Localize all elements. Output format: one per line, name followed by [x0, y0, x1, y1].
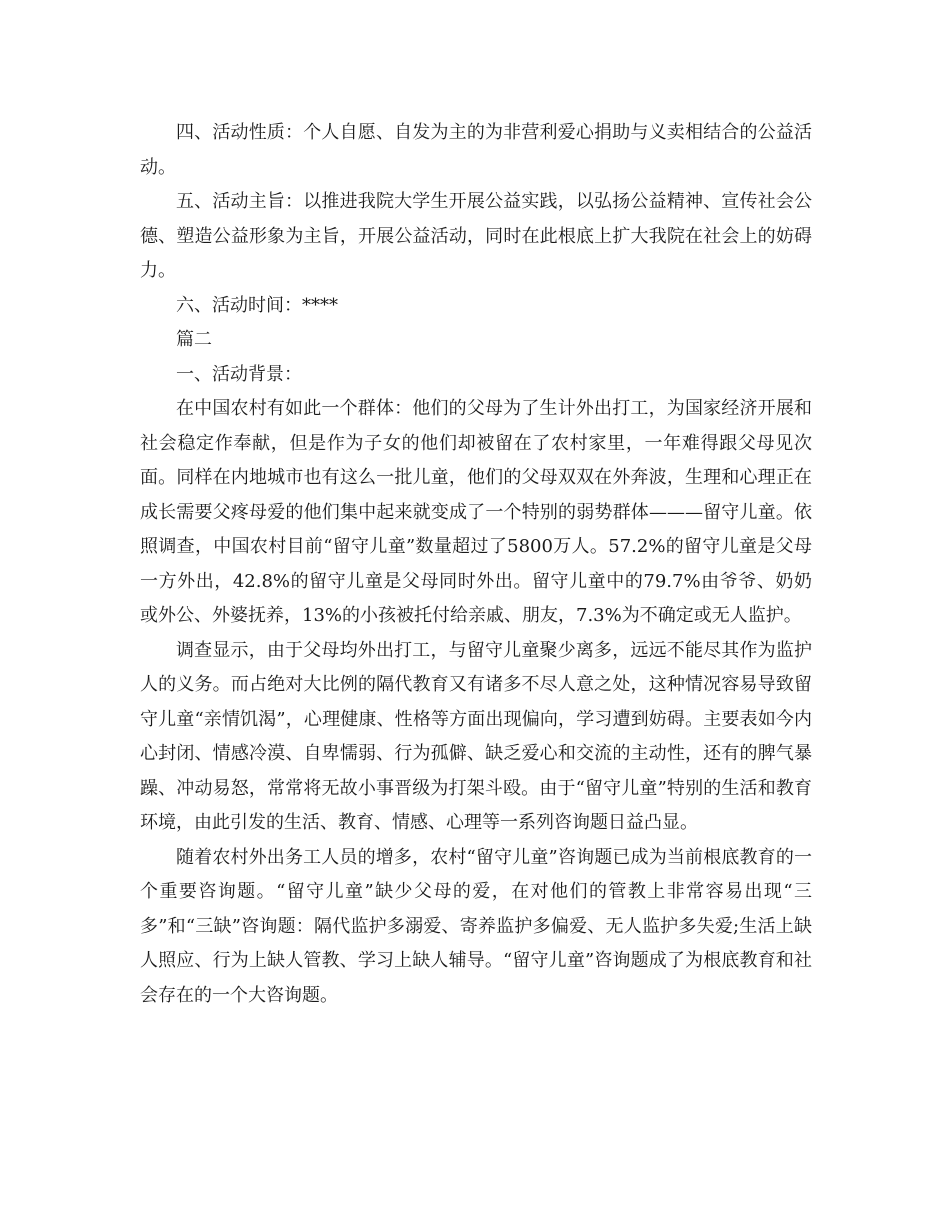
section-heading-part-two: 篇二 [176, 329, 212, 350]
paragraph-background-intro: 在中国农村有如此一个群体：他们的父母为了生计外出打工，为国家经济开展和社会稳定作奉献，但是作为子女的他们却被留在了农村家里，一年难得跟父母见次面。同样在内地城市也有这么一批儿童，他们的父母双双在外奔波，生理和心理正在成长需要父疼母爱的他们集中起来就变成了一个特别的弱势群体———留守儿童。依照调查，中国农村目前“留守儿童”数量超过了5800万人。57.2%的留守儿童是父母一方外出，42.8%的留守儿童是父母同时外出。留守儿童中的79.7%由爷爷、奶奶或外公、外婆抚养，13%的小孩被托付给亲戚、朋友，7.3%为不确定或无人监护。 [140, 398, 812, 626]
paragraph-education-issue: 随着农村外出务工人员的增多，农村“留守儿童”咨询题已成为当前根底教育的一个重要咨询题。“留守儿童”缺少父母的爱，在对他们的管教上非常容易出现“三多”和“三缺”咨询题：隔代监护多溺爱、寄养监护多偏爱、无人监护多失爱;生活上缺人照应、行为上缺人管教、学习上缺人辅导。“留守儿童”咨询题成了为根底教育和社会存在的一个大咨询题。 [140, 846, 812, 1006]
paragraph-activity-time: 六、活动时间：**** [176, 294, 338, 316]
paragraph-activity-purpose: 五、活动主旨：以推进我院大学生开展公益实践，以弘扬公益精神、宣传社会公德、塑造公益形象为主旨，开展公益活动，同时在此根底上扩大我院在社会上的妨碍力。 [140, 191, 812, 281]
document-body [140, 116, 812, 1013]
paragraph-survey-findings: 调查显示，由于父母均外出打工，与留守儿童聚少离多，远远不能尽其作为监护人的义务。而占绝对大比例的隔代教育又有诸多不尽人意之处，这种情况容易导致留守儿童“亲情饥渴”，心理健康、性格等方面出现偏向，学习遭到妨碍。主要表如今内心封闭、情感冷漠、自卑懦弱、行为孤僻、缺乏爱心和交流的主动性，还有的脾气暴躁、冲动易怒，常常将无故小事晋级为打架斗殴。由于“留守儿童”特别的生活和教育环境，由此引发的生活、教育、情感、心理等一系列咨询题日益凸显。 [140, 639, 812, 833]
paragraph-activity-nature: 四、活动性质：个人自愿、自发为主的为非营利爱心捐助与义卖相结合的公益活动。 [140, 122, 812, 178]
section-heading-background: 一、活动背景： [176, 363, 302, 385]
